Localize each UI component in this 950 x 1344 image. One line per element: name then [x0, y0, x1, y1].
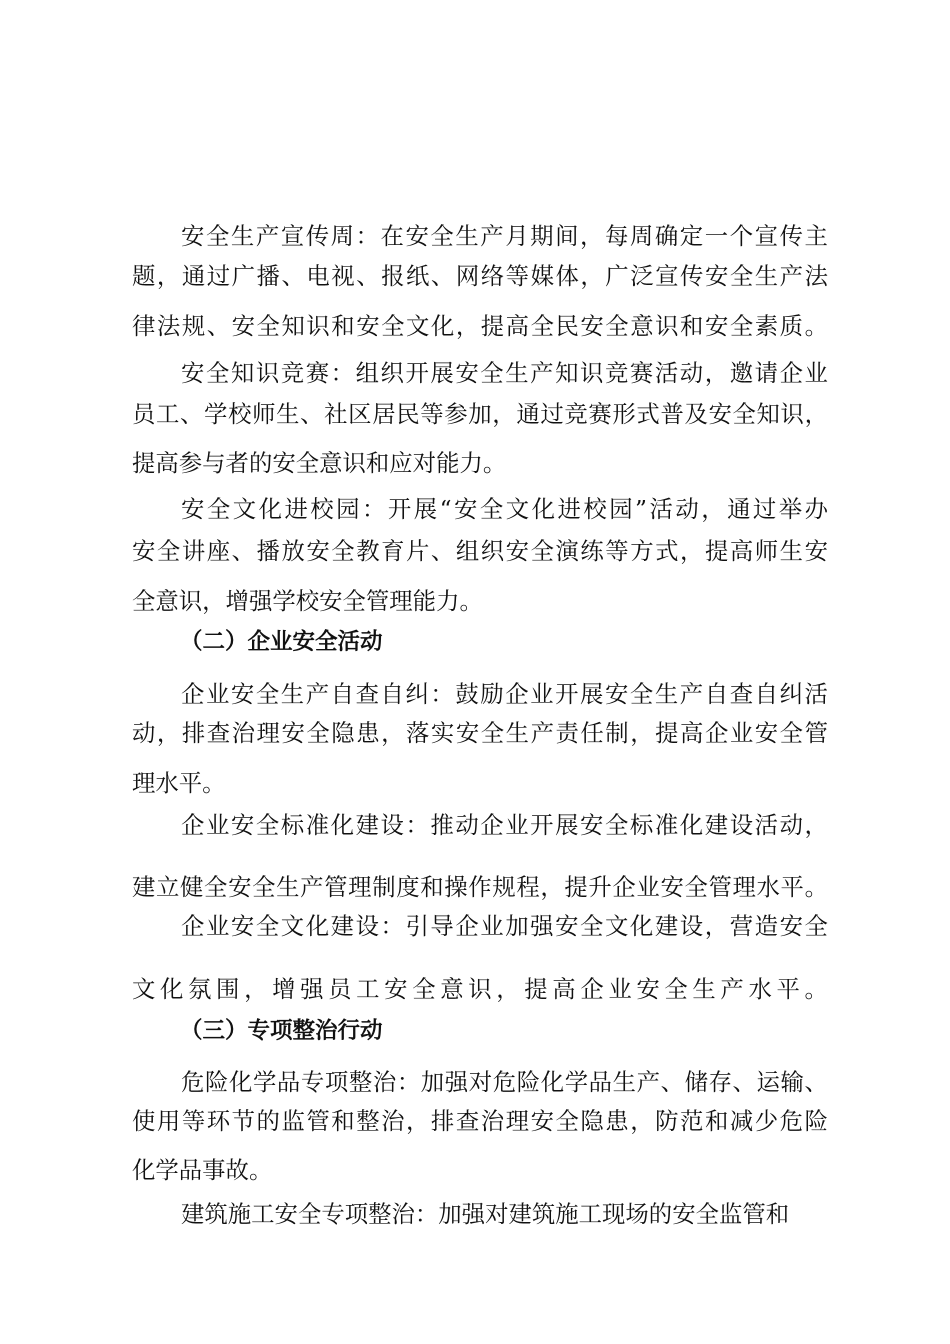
section-heading	[0, 624, 950, 660]
text-line: 全意识，增强学校安全管理能力。	[132, 587, 483, 615]
text-line: 动，排查治理安全隐患，落实安全生产责任制，提高企业安全管	[132, 719, 830, 747]
paragraph-line	[0, 1152, 950, 1188]
text-line: 使用等环节的监管和整治，排查治理安全隐患，防范和减少危险	[132, 1107, 830, 1135]
text-line: 安全生产宣传周：在安全生产月期间，每周确定一个宣传主	[181, 222, 830, 250]
paragraph-line	[0, 1196, 950, 1232]
paragraph-line	[0, 1103, 950, 1139]
paragraph-line	[0, 218, 950, 254]
text-line: 员工、学校师生、社区居民等参加，通过竞赛形式普及安全知识，	[132, 400, 829, 428]
text-line: 律法规、安全知识和安全文化，提高全民安全意识和安全素质。	[132, 312, 830, 340]
text-line: 文化氛围，增强员工安全意识，提高企业安全生产水平。	[132, 975, 833, 1003]
text-line: 危险化学品专项整治：加强对危险化学品生产、储存、运输、	[181, 1068, 829, 1096]
paragraph-line	[0, 971, 950, 1007]
paragraph-line	[0, 491, 950, 527]
text-line: 企业安全文化建设：引导企业加强安全文化建设，营造安全	[181, 912, 830, 940]
section-heading-text: （三）专项整治行动	[180, 1018, 383, 1044]
paragraph-line	[0, 676, 950, 712]
paragraph-line	[0, 355, 950, 391]
paragraph-line	[0, 445, 950, 481]
text-line: 理水平。	[132, 769, 226, 797]
text-line: 建立健全安全生产管理制度和操作规程，提升企业安全管理水平。	[132, 873, 829, 901]
text-line: 安全文化进校园：开展“安全文化进校园”活动，通过举办	[181, 495, 831, 523]
text-line: 题，通过广播、电视、报纸、网络等媒体，广泛宣传安全生产法	[132, 262, 830, 290]
paragraph-line	[0, 765, 950, 801]
paragraph-line	[0, 869, 950, 905]
text-line: 化学品事故。	[132, 1156, 273, 1184]
section-heading	[0, 1013, 950, 1049]
text-line: 安全讲座、播放安全教育片、组织安全演练等方式，提高师生安	[132, 537, 830, 565]
paragraph-line	[0, 1064, 950, 1100]
paragraph-line	[0, 807, 950, 843]
text-line: 建筑施工安全专项整治：加强对建筑施工现场的安全监管和	[181, 1200, 790, 1228]
paragraph-line	[0, 308, 950, 344]
paragraph-line	[0, 396, 950, 432]
text-line: 安全知识竞赛：组织开展安全生产知识竞赛活动，邀请企业	[181, 359, 830, 387]
paragraph-line	[0, 715, 950, 751]
section-heading-text: （二）企业安全活动	[180, 629, 383, 655]
text-line: 提高参与者的安全意识和应对能力。	[132, 449, 507, 477]
paragraph-line	[0, 583, 950, 619]
paragraph-line	[0, 258, 950, 294]
paragraph-line	[0, 533, 950, 569]
paragraph-line	[0, 908, 950, 944]
text-line: 企业安全生产自查自纠：鼓励企业开展安全生产自查自纠活	[181, 680, 830, 708]
text-line: 企业安全标准化建设：推动企业开展安全标准化建设活动，	[181, 811, 830, 839]
